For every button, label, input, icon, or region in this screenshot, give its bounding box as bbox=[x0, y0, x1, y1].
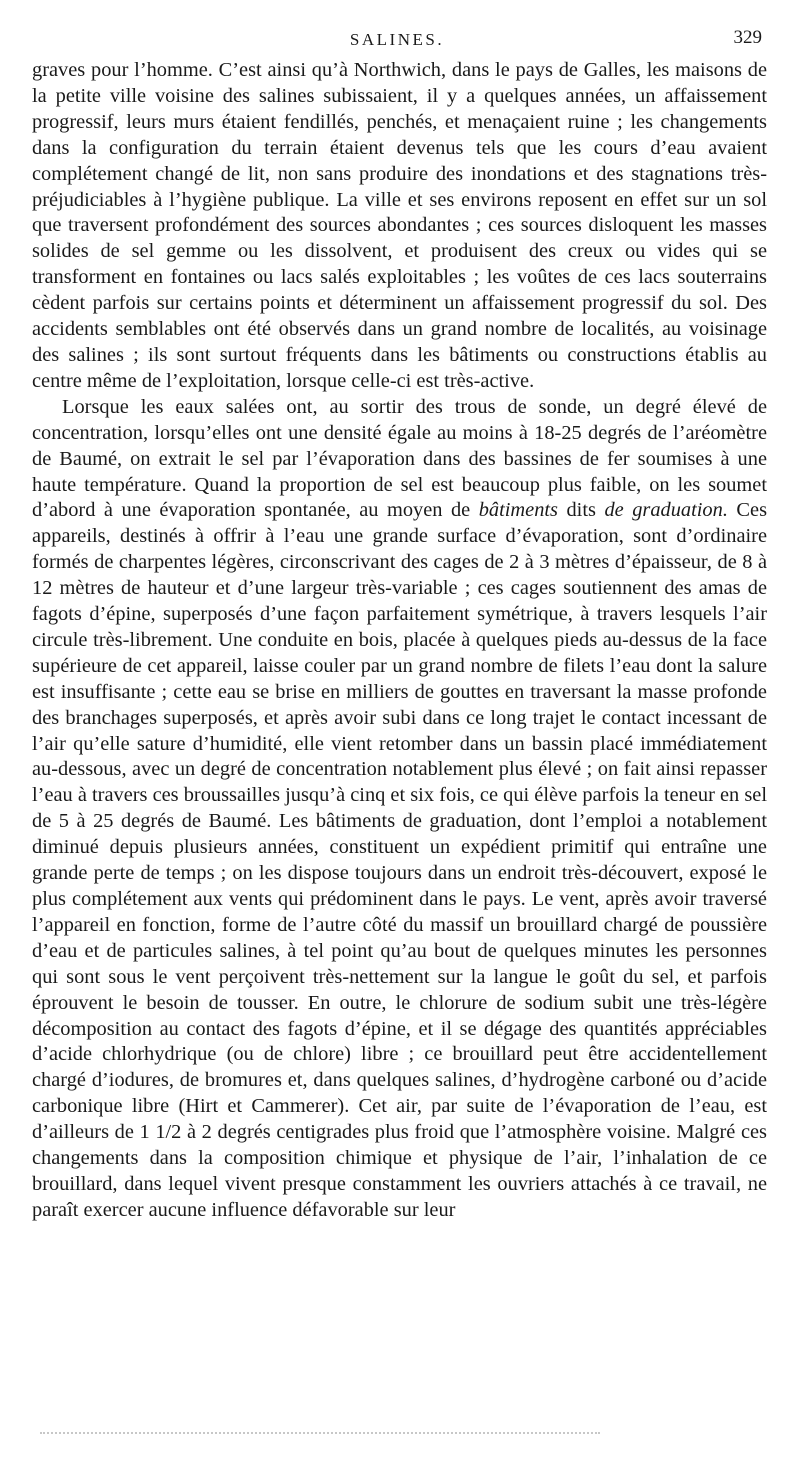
paragraph-2-part-3: Ces appareils, destinés à offrir à l’eau une grande surface d’évaporation, sont d’ordinaire formés de charpentes légères, circonscrivant des cages de 2 à 3 mètres d’épaisseur, de 8 à 12 mètres de hauteur et d’une largeur très-variable ; ces cages soutiennent des amas de fagots d’épine, superposés d’une façon parfaitement symétrique, à travers lesquels l’air circule très-librement. Une conduite en bois, placée à quelques pieds au-dessus de la face supérieure de cet appareil, laisse couler par un grand nombre de filets l’eau dont la salure est insuffisante ; cette eau se brise en milliers de gouttes en traversant la masse profonde des branchages superposés, et après avoir subi dans ce long trajet le contact incessant de l’air qu’elle sature d’humidité, elle vient retomber dans un bassin placé immédiatement au-dessous, avec un degré de concentration notablement plus élevé ; on fait ainsi repasser l’eau à travers ces broussailles jusqu’à cinq et six fois, ce qui élève parfois la teneur en sel de 5 à 25 degrés de Baumé. Les bâtiments de graduation, dont l’emploi a notablement diminué depuis plusieurs années, constituent un expédient primitif qui entraîne une grande perte de temps ; on les dispose toujours dans un endroit très-découvert, exposé le plus complétement aux vents qui prédominent dans le pays. Le vent, après avoir traversé l’appareil en fonction, forme de l’autre côté du massif un brouillard chargé de poussière d’eau et de particules salines, à tel point qu’au bout de quelques minutes les personnes qui sont sous le vent perçoivent très-nettement sur la langue le goût du sel, et parfois éprouvent le besoin de tousser. En outre, le chlorure de sodium subit une très-légère décomposition au contact des fagots d’épine, et il se dégage des quantités appréciables d’acide chlorhydrique (ou de chlore) libre ; ce brouillard peut être accidentellement chargé d’iodures, de bromures et, dans quelques salines, d’hydrogène carboné ou d’acide carbonique libre (Hirt et Cammerer). Cet air, par suite de l’évaporation de l’eau, est d’ailleurs de 1 1/2 à 2 degrés centigrades plus froid que l’atmosphère voisine. Malgré ces changements dans la composition chimique et physique de l’air, l’inhalation de ce brouillard, dans lequel vivent presque constamment les ouvriers attachés à ce travail, ne paraît exercer aucune influence défavorable sur leur bbox=[32, 499, 767, 1221]
paragraph-2-italic-term-2: de graduation. bbox=[604, 499, 728, 522]
body-text bbox=[32, 58, 767, 1224]
running-title: SALINES. bbox=[349, 30, 445, 49]
paragraph-2-part-1: Lorsque les eaux salées ont, au sortir des trous de sonde, un degré élevé de concentration, lorsqu’elles ont une densité égale au moins à 18-25 degrés de l’aréomètre de Baumé, on extrait le sel par l’évaporation dans des bassines de fer soumises à une haute température. Quand la proportion de sel est beaucoup plus faible, on les soumet d’abord à une évaporation spontanée, au moyen de bbox=[32, 395, 767, 522]
paragraph-2-part-2: dits bbox=[558, 499, 605, 522]
paragraph-2 bbox=[32, 395, 767, 1224]
page-number: 329 bbox=[733, 27, 762, 48]
bottom-scan-artifact bbox=[40, 1432, 600, 1434]
running-head bbox=[32, 27, 762, 60]
paragraph-1: graves pour l’homme. C’est ainsi qu’à Northwich, dans le pays de Galles, les maisons de la petite ville voisine des salines subissaient, il y a quelques années, un affaissement progressif, leurs murs étaient fendillés, penchés, et menaçaient ruine ; les changements dans la configuration du terrain étaient devenus tels que les cours d’eau avaient complétement changé de lit, non sans produire des inondations et des stagnations très-préjudiciables à l’hygiène publique. La ville et ses environs reposent en effet sur un sol que traversent profondément des sources abondantes ; ces sources disloquent les masses solides de sel gemme ou les dissolvent, et produisent des creux ou vides qui se transforment en fontaines ou lacs salés exploitables ; les voûtes de ces lacs souterrains cèdent parfois sur certains points et déterminent un affaissement progressif du sol. Des accidents semblables ont été observés dans un grand nombre de localités, au voisinage des salines ; ils sont surtout fréquents dans les bâtiments ou constructions établis au centre même de l’exploitation, lorsque celle-ci est très-active. bbox=[32, 59, 767, 392]
paragraph-2-italic-term-1: bâtiments bbox=[478, 499, 558, 522]
